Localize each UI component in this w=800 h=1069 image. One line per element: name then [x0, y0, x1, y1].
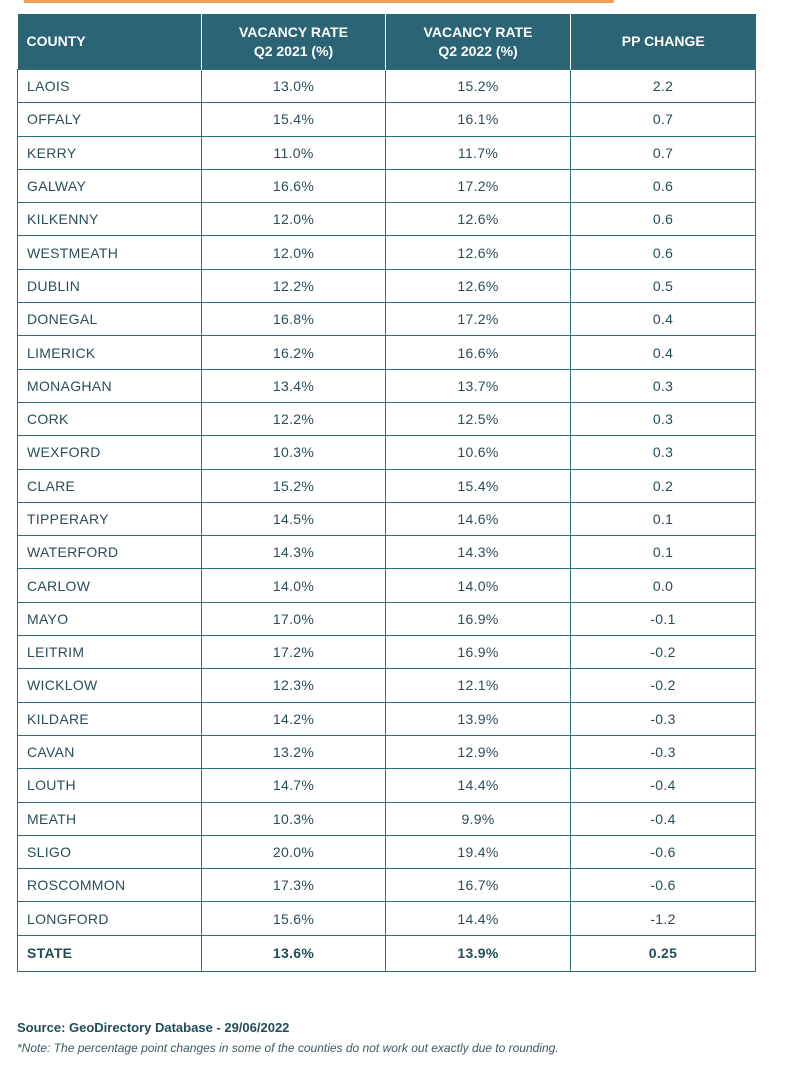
county-cell: MEATH	[18, 802, 202, 835]
value-cell: 0.6	[571, 236, 756, 269]
table-row	[18, 502, 756, 535]
value-cell: 12.5%	[386, 402, 571, 435]
value-cell: 0.5	[571, 269, 756, 302]
top-accent-rule	[0, 0, 800, 6]
vacancy-rate-table	[17, 14, 756, 972]
value-cell: 14.6%	[386, 502, 571, 535]
value-cell: 14.4%	[386, 902, 571, 935]
value-cell: 0.3	[571, 402, 756, 435]
value-cell: 15.4%	[386, 469, 571, 502]
county-cell: LAOIS	[18, 70, 202, 103]
state-value-cell: 0.25	[571, 935, 756, 971]
value-cell: 12.6%	[386, 269, 571, 302]
value-cell: 0.1	[571, 536, 756, 569]
county-cell: CAVAN	[18, 735, 202, 768]
value-cell: 11.7%	[386, 136, 571, 169]
table-row	[18, 869, 756, 902]
value-cell: 16.9%	[386, 636, 571, 669]
value-cell: 14.3%	[386, 536, 571, 569]
value-cell: 14.5%	[202, 502, 386, 535]
county-cell: DONEGAL	[18, 303, 202, 336]
state-label-cell: STATE	[18, 935, 202, 971]
value-cell: 0.4	[571, 303, 756, 336]
table-body	[18, 70, 756, 972]
state-total-row	[18, 935, 756, 971]
value-cell: 15.4%	[202, 103, 386, 136]
value-cell: 0.3	[571, 436, 756, 469]
value-cell: 0.7	[571, 136, 756, 169]
value-cell: 10.3%	[202, 436, 386, 469]
value-cell: -0.3	[571, 702, 756, 735]
value-cell: 14.0%	[386, 569, 571, 602]
table-row	[18, 702, 756, 735]
column-header-line: Q2 2022 (%)	[438, 42, 518, 59]
county-cell: ROSCOMMON	[18, 869, 202, 902]
value-cell: 14.0%	[202, 569, 386, 602]
county-cell: WESTMEATH	[18, 236, 202, 269]
table-header	[18, 14, 756, 70]
value-cell: 16.9%	[386, 602, 571, 635]
value-cell: 13.2%	[202, 735, 386, 768]
value-cell: -0.6	[571, 869, 756, 902]
value-cell: 0.0	[571, 569, 756, 602]
value-cell: 12.1%	[386, 669, 571, 702]
table-row	[18, 769, 756, 802]
value-cell: 2.2	[571, 70, 756, 103]
county-cell: CORK	[18, 402, 202, 435]
value-cell: -0.1	[571, 602, 756, 635]
county-cell: MONAGHAN	[18, 369, 202, 402]
county-cell: LEITRIM	[18, 636, 202, 669]
county-cell: SLIGO	[18, 835, 202, 868]
value-cell: 0.7	[571, 103, 756, 136]
value-cell: 0.6	[571, 203, 756, 236]
value-cell: 10.6%	[386, 436, 571, 469]
value-cell: 12.0%	[202, 203, 386, 236]
rounding-note: *Note: The percentage point changes in some of the counties do not work out exactly due to rounding.	[17, 1041, 559, 1055]
table-row	[18, 236, 756, 269]
county-cell: MAYO	[18, 602, 202, 635]
value-cell: 17.2%	[386, 303, 571, 336]
value-cell: 10.3%	[202, 802, 386, 835]
table-row	[18, 436, 756, 469]
value-cell: 16.6%	[202, 169, 386, 202]
value-cell: 0.2	[571, 469, 756, 502]
county-cell: WATERFORD	[18, 536, 202, 569]
value-cell: 13.4%	[202, 369, 386, 402]
column-header-line: COUNTY	[26, 33, 86, 49]
county-cell: CLARE	[18, 469, 202, 502]
value-cell: 12.9%	[386, 735, 571, 768]
value-cell: -0.4	[571, 769, 756, 802]
state-value-cell: 13.9%	[386, 935, 571, 971]
column-header-line: PP CHANGE	[621, 33, 705, 49]
table-row	[18, 636, 756, 669]
value-cell: 13.0%	[202, 70, 386, 103]
table-row	[18, 303, 756, 336]
value-cell: 13.7%	[386, 369, 571, 402]
table-row	[18, 669, 756, 702]
value-cell: 12.3%	[202, 669, 386, 702]
table-row	[18, 469, 756, 502]
value-cell: 15.2%	[202, 469, 386, 502]
table-row	[18, 136, 756, 169]
county-cell: KILKENNY	[18, 203, 202, 236]
table-row	[18, 203, 756, 236]
value-cell: 0.6	[571, 169, 756, 202]
table-row	[18, 269, 756, 302]
value-cell: -0.2	[571, 669, 756, 702]
value-cell: -0.3	[571, 735, 756, 768]
value-cell: 0.3	[571, 369, 756, 402]
value-cell: 12.2%	[202, 269, 386, 302]
county-cell: LIMERICK	[18, 336, 202, 369]
value-cell: 15.2%	[386, 70, 571, 103]
table-row	[18, 336, 756, 369]
value-cell: 9.9%	[386, 802, 571, 835]
value-cell: 13.9%	[386, 702, 571, 735]
table-row	[18, 802, 756, 835]
value-cell: 0.4	[571, 336, 756, 369]
county-cell: WEXFORD	[18, 436, 202, 469]
column-header-2	[386, 14, 571, 70]
table-row	[18, 569, 756, 602]
value-cell: 12.6%	[386, 236, 571, 269]
table-row	[18, 835, 756, 868]
column-header-0	[18, 14, 202, 70]
value-cell: 12.2%	[202, 402, 386, 435]
value-cell: 17.2%	[386, 169, 571, 202]
header-row	[18, 14, 756, 70]
column-header-3	[571, 14, 756, 70]
value-cell: 19.4%	[386, 835, 571, 868]
county-cell: GALWAY	[18, 169, 202, 202]
column-header-line: VACANCY RATE	[239, 23, 348, 40]
table-row	[18, 536, 756, 569]
county-cell: KERRY	[18, 136, 202, 169]
county-cell: KILDARE	[18, 702, 202, 735]
value-cell: -1.2	[571, 902, 756, 935]
county-cell: OFFALY	[18, 103, 202, 136]
value-cell: 17.3%	[202, 869, 386, 902]
value-cell: 12.0%	[202, 236, 386, 269]
value-cell: 16.6%	[386, 336, 571, 369]
table-row	[18, 70, 756, 103]
value-cell: 0.1	[571, 502, 756, 535]
column-header-1	[202, 14, 386, 70]
table-row	[18, 735, 756, 768]
value-cell: 17.0%	[202, 602, 386, 635]
county-cell: WICKLOW	[18, 669, 202, 702]
value-cell: 20.0%	[202, 835, 386, 868]
county-cell: LONGFORD	[18, 902, 202, 935]
county-cell: LOUTH	[18, 769, 202, 802]
table-row	[18, 402, 756, 435]
state-value-cell: 13.6%	[202, 935, 386, 971]
value-cell: 16.8%	[202, 303, 386, 336]
value-cell: 14.3%	[202, 536, 386, 569]
value-cell: 14.7%	[202, 769, 386, 802]
county-cell: CARLOW	[18, 569, 202, 602]
value-cell: 16.1%	[386, 103, 571, 136]
value-cell: 17.2%	[202, 636, 386, 669]
value-cell: -0.4	[571, 802, 756, 835]
value-cell: 12.6%	[386, 203, 571, 236]
table-row	[18, 169, 756, 202]
table-row	[18, 103, 756, 136]
source-line: Source: GeoDirectory Database - 29/06/2022	[17, 1020, 290, 1035]
value-cell: -0.2	[571, 636, 756, 669]
county-cell: TIPPERARY	[18, 502, 202, 535]
value-cell: -0.6	[571, 835, 756, 868]
value-cell: 11.0%	[202, 136, 386, 169]
table-row	[18, 369, 756, 402]
value-cell: 16.2%	[202, 336, 386, 369]
value-cell: 14.4%	[386, 769, 571, 802]
column-header-line: VACANCY RATE	[423, 23, 533, 40]
value-cell: 15.6%	[202, 902, 386, 935]
column-header-line: Q2 2021 (%)	[253, 42, 334, 59]
county-cell: DUBLIN	[18, 269, 202, 302]
table-row	[18, 902, 756, 935]
value-cell: 14.2%	[202, 702, 386, 735]
table-row	[18, 602, 756, 635]
value-cell: 16.7%	[386, 869, 571, 902]
